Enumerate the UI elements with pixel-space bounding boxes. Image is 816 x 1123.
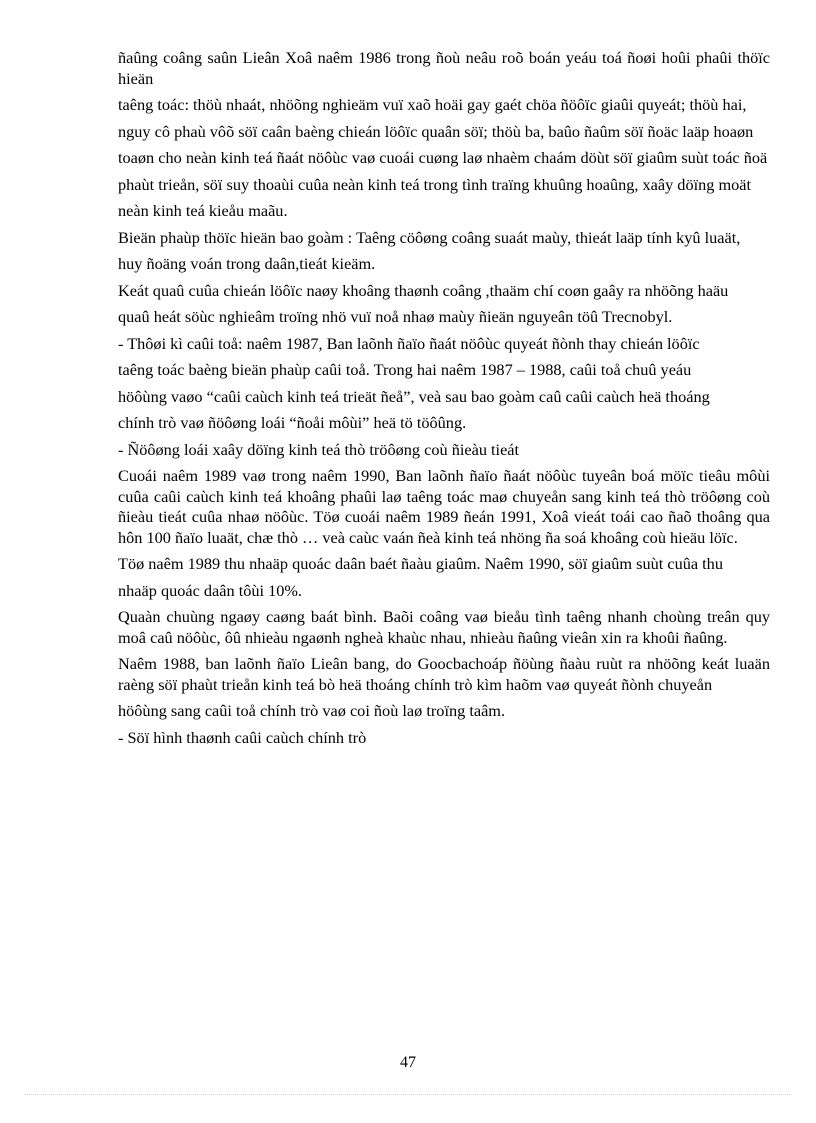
footer-divider: [24, 1094, 792, 1095]
paragraph: Quaàn chuùng ngaøy caøng baát bình. Baõi coâng vaø bieåu tình taêng nhanh choùng treân quy moâ caû nöôùc, ôû nhieàu ngaønh ngheà khaùc nhau, nhieàu ñaûng vieân xin ra khoûi ñaûng.: [118, 607, 770, 647]
paragraph: Cuoái naêm 1989 vaø trong naêm 1990, Ban laõnh ñaïo ñaát nöôùc tuyeân boá möïc tieâu môùi cuûa caûi caùch kinh teá khoâng phaûi laø taêng toác maø chuyeån sang kinh teá thò tröôøng coù ñieàu tieát cuûa nhaø nöôùc. Töø cuoái naêm 1989 ñeán 1991, Xoâ vieát toái cao ñaõ thoâng qua hôn 100 ñaïo luaät, chæ thò … veà caùc vaán ñeà kinh teá nhöng ña soá khoâng coù hieäu löïc.: [118, 466, 770, 547]
paragraph: Keát quaû cuûa chieán löôïc naøy khoâng thaønh coâng ,thaäm chí coøn gaây ra nhöõng haäu: [118, 280, 729, 300]
bullet-heading: - Thôøi kì caûi toå: naêm 1987, Ban laõnh ñaïo ñaát nöôùc quyeát ñònh thay chieán löôïc: [118, 333, 700, 353]
paragraph: taêng toác: thöù nhaát, nhöõng nghieäm vuï xaõ hoäi gay gaét chöa ñöôïc giaûi quyeát; thöù hai,: [118, 95, 747, 114]
paragraph: neàn kinh teá kieåu maãu.: [118, 201, 288, 220]
paragraph: höôùng sang caûi toå chính trò vaø coi ñoù laø troïng taâm.: [118, 701, 506, 720]
paragraph: Bieän phaùp thöïc hieän bao goàm : Taêng cöôøng coâng suaát maùy, thieát laäp tính kyû luaät,: [118, 227, 741, 247]
paragraph: chính trò vaø ñöôøng loái “ñoåi môùi” heä tö töôûng.: [118, 413, 467, 432]
paragraph: taêng toác baèng bieän phaùp caûi toå. Trong hai naêm 1987 – 1988, caûi toå chuû yeáu: [118, 360, 692, 379]
paragraph: Töø naêm 1989 thu nhaäp quoác daân baét ñaàu giaûm. Naêm 1990, söï giaûm suùt cuûa thu: [118, 554, 723, 573]
bullet-heading: - Ñöôøng loái xaây döïng kinh teá thò tröôøng coù ñieàu tieát: [118, 439, 520, 459]
page-number: 47: [400, 1054, 416, 1071]
paragraph: nhaäp quoác daân tôùi 10%.: [118, 580, 303, 600]
paragraph: quaû heát söùc nghieâm troïng nhö vuï noå nhaø maùy ñieän nguyeân töû Trecnobyl.: [118, 307, 673, 326]
paragraph: Naêm 1988, ban laõnh ñaïo Lieân bang, do Goocbachoáp ñöùng ñaàu ruùt ra nhöõng keát luaän raèng söï phaùt trieån kinh teá bò heä thoáng chính trò kìm haõm vaø quyeát ñònh chuyeån: [118, 654, 770, 694]
paragraph: ñaûng coâng saûn Lieân Xoâ naêm 1986 trong ñoù neâu roõ boán yeáu toá ñoøi hoûi phaûi thöïc hieän: [118, 48, 770, 88]
paragraph: huy ñoäng voán trong daân,tieát kieäm.: [118, 254, 376, 273]
paragraph: höôùng vaøo “caûi caùch kinh teá trieät ñeå”, veà sau bao goàm caû caûi caùch heä thoáng: [118, 386, 710, 406]
paragraph: toaøn cho neàn kinh teá ñaát nöôùc vaø cuoái cuøng laø nhaèm chaám döùt söï giaûm suùt toác ñoä: [118, 148, 768, 167]
paragraph: phaùt trieån, söï suy thoaùi cuûa neàn kinh teá trong tình traïng khuûng hoaûng, xaây döïng moät: [118, 174, 752, 194]
bullet-heading: - Söï hình thaønh caûi caùch chính trò: [118, 727, 367, 747]
body-text: [118, 48, 770, 754]
paragraph: nguy cô phaù vôõ söï caân baèng chieán löôïc quaân söï; thöù ba, baûo ñaûm söï ñoäc laäp hoaøn: [118, 121, 754, 141]
